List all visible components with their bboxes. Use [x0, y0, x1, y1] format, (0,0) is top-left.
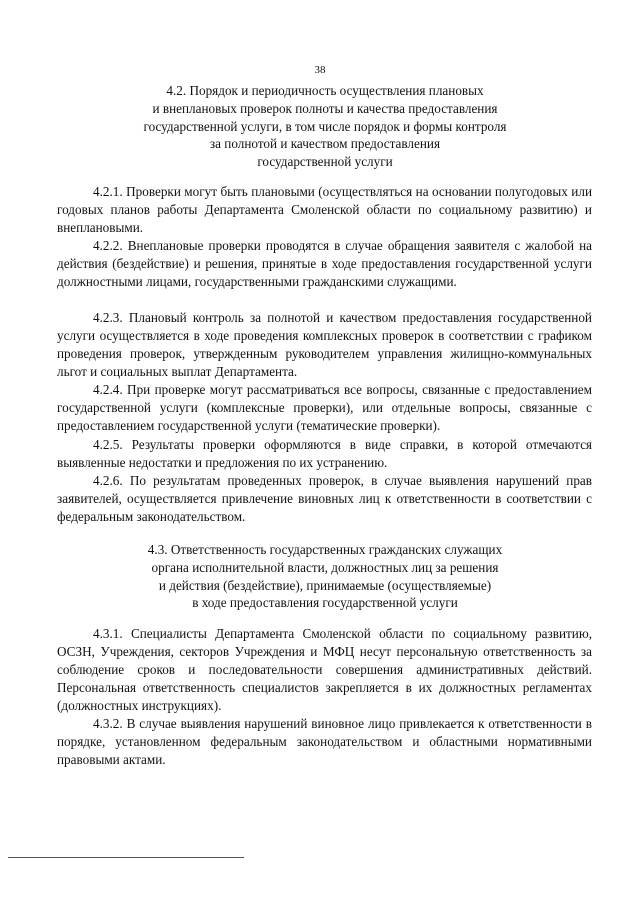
paragraph-text: 4.3.1. Специалисты Департамента Смоленской области по социальному развитию, ОСЗН, Учреждения, секторов Учреждения и МФЦ несут персональную ответственность за соблюдение сроков и последовательности совершения административных действий. Персональная ответственность специалистов закрепляется в их должностных регламентах (должностных инструкциях).: [57, 626, 592, 713]
paragraph-text: 4.2.5. Результаты проверки оформляются в виде справки, в которой отмечаются выявленные недостатки и предложения по их устранению.: [57, 437, 592, 470]
heading-line: и внеплановых проверок полноты и качества предоставления: [152, 100, 498, 116]
heading-line: государственной услуги, в том числе порядок и формы контроля: [143, 118, 507, 134]
paragraph-text: 4.2.2. Внеплановые проверки проводятся в случае обращения заявителя с жалобой на действия (бездействие) и решения, принятые в ходе предоставления государственной услуги должностными лицами, государственными гражданскими служащими.: [57, 238, 592, 289]
paragraph-4-2-5: [57, 436, 592, 472]
paragraph-text: 4.2.3. Плановый контроль за полнотой и качеством предоставления государственной услуги осуществляется в ходе проведения комплексных проверок в соответствии с графиком проведения проверок, утвержденным руководителем управления жилищно-коммунальных льгот и социальных выплат Департамента.: [57, 310, 592, 379]
heading-line: за полнотой и качеством предоставления: [209, 136, 441, 152]
paragraph-4-2-3: [57, 309, 592, 381]
paragraph-4-3-2: [57, 715, 592, 769]
paragraph-text: 4.2.6. По результатам проведенных проверок, в случае выявления нарушений прав заявителей, осуществляется привлечение виновных лиц к ответственности в соответствии с федеральным законодательством.: [57, 473, 592, 524]
paragraph-4-3-1: [57, 625, 592, 715]
heading-line: в ходе предоставления государственной услуги: [192, 595, 458, 611]
page-number: 38: [314, 64, 326, 76]
section-heading-4-3: [60, 541, 590, 612]
section-heading-4-2: [60, 82, 590, 171]
heading-line: государственной услуги: [257, 154, 393, 170]
paragraph-text: 4.2.4. При проверке могут рассматриваться все вопросы, связанные с предоставлением государственной услуги (комплексные проверки), или отдельные вопросы, связанные с предоставлением государственной услуги (тематические проверки).: [57, 382, 592, 433]
paragraph-4-2-2: [57, 237, 592, 291]
paragraph-4-2-4: [57, 381, 592, 435]
paragraph-text: 4.3.2. В случае выявления нарушений виновное лицо привлекается к ответственности в порядке, установленном федеральным законодательством и областными нормативными правовыми актами.: [57, 716, 592, 767]
footnote-divider: [8, 857, 244, 858]
paragraph-4-2-6: [57, 472, 592, 526]
paragraph-4-2-1: [57, 183, 592, 237]
paragraph-text: 4.2.1. Проверки могут быть плановыми (осуществляться на основании полугодовых или годовых планов работы Департамента Смоленской области по социальному развитию) и внеплановыми.: [57, 184, 592, 235]
heading-line: органа исполнительной власти, должностных лиц за решения: [151, 559, 499, 575]
heading-line: 4.3. Ответственность государственных гражданских служащих: [147, 542, 503, 557]
heading-line: 4.2. Порядок и периодичность осуществления плановых: [166, 83, 484, 98]
heading-line: и действия (бездействие), принимаемые (осуществляемые): [158, 577, 492, 593]
